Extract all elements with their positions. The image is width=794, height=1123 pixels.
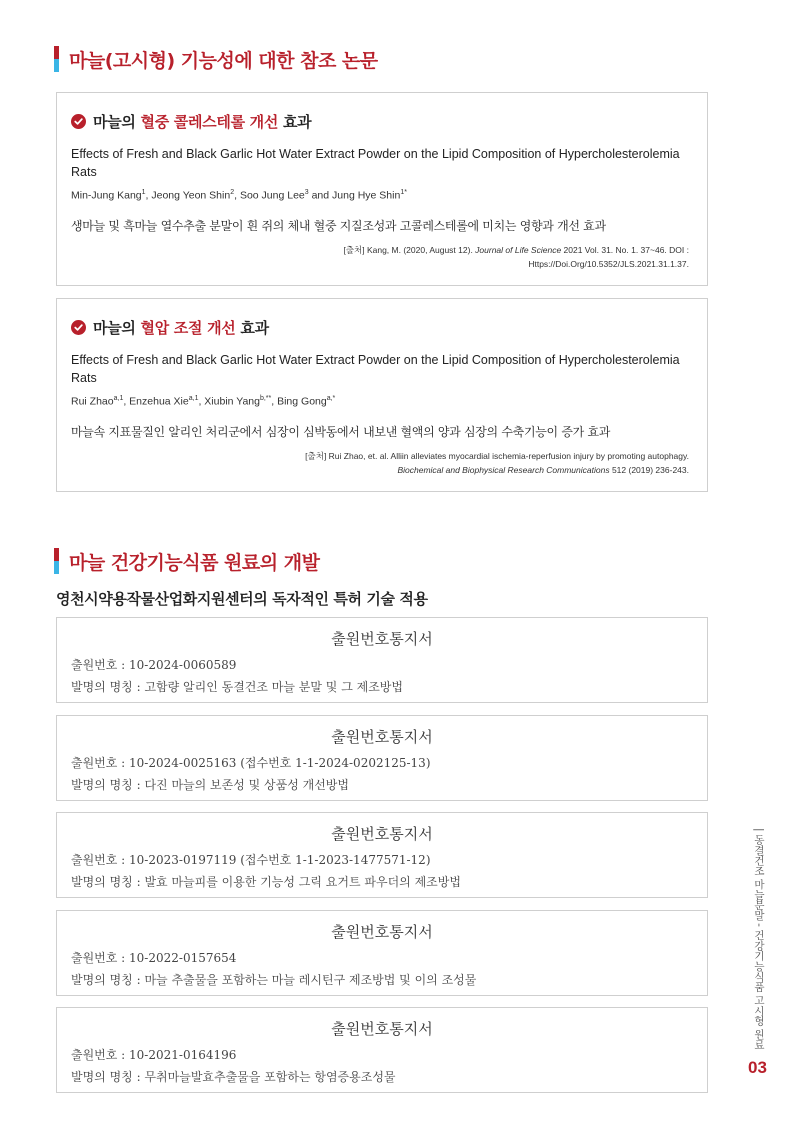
- section1-title: [54, 44, 378, 74]
- patent-title: 출원번호통지서: [331, 923, 433, 941]
- section2-title-text: 마늘 건강기능식품 원료의 개발: [69, 551, 320, 574]
- patent-name: 발명의 명칭 : 발효 마늘피를 이용한 기능성 그릭 요거트 파우더의 제조방법: [71, 875, 461, 889]
- section1-title-marker: [54, 46, 59, 72]
- patent-title: 출원번호통지서: [331, 728, 433, 746]
- side-running-header: [748, 828, 772, 1078]
- reference-source: [출처] Rui Zhao, et. al. Alliin alleviates myocardial ischemia-reperfusion injury by promoting autophagy. Biochemical and Biophysical Research Communications 512 (2019) 236-243.: [305, 451, 689, 475]
- page-number: 03: [748, 1058, 767, 1077]
- patent-title: 출원번호통지서: [331, 1020, 433, 1038]
- patent-name: 발명의 명칭 : 다진 마늘의 보존성 및 상품성 개선방법: [71, 778, 349, 792]
- reference-heading-text: 마늘의 혈압 조절 개선 효과: [93, 319, 269, 337]
- reference-authors: Rui Zhao$^{a,1}$, Enzehua Xie$^{a,1}$, Xiubin Yang$^{b,**}$, Bing Gong$^{a,*}$: [71, 395, 336, 408]
- patent-card-1: [56, 617, 708, 703]
- section2-title: [54, 546, 319, 576]
- patent-name: 발명의 명칭 : 마늘 추출물을 포함하는 마늘 레시틴구 제조방법 및 이의 조성물: [71, 973, 477, 987]
- patent-number: 출원번호 : 10-2024-0060589: [71, 658, 237, 672]
- side-running-header-text: | 동결건조 마늘분말 - 건강기능식품 고시형 원료: [753, 828, 765, 1050]
- reference-card-2: [56, 298, 708, 492]
- check-circle-icon: [71, 320, 86, 335]
- patent-title: 출원번호통지서: [331, 825, 433, 843]
- patent-number: 출원번호 : 10-2024-0025163 (접수번호 1-1-2024-0202125-13): [71, 756, 431, 770]
- patent-number: 출원번호 : 10-2021-0164196: [71, 1048, 237, 1062]
- section2-subtitle: 영천시약용작물산업화지원센터의 독자적인 특허 기술 적용: [56, 590, 428, 608]
- reference-heading: [71, 317, 269, 338]
- patent-card-2: [56, 715, 708, 801]
- reference-english-title: Effects of Fresh and Black Garlic Hot Water Extract Powder on the Lipid Composition of Hypercholesterolemia Rats: [71, 147, 680, 179]
- reference-authors: Min-Jung Kang$^1$, Jeong Yeon Shin$^2$, Soo Jung Lee$^3$ and Jung Hye Shin$^{1*}$: [71, 189, 407, 202]
- reference-heading: [71, 111, 311, 132]
- reference-heading-text: 마늘의 혈중 콜레스테롤 개선 효과: [93, 113, 312, 131]
- section2-title-marker: [54, 548, 59, 574]
- reference-english-title: Effects of Fresh and Black Garlic Hot Water Extract Powder on the Lipid Composition of Hypercholesterolemia Rats: [71, 353, 680, 385]
- reference-korean-summary: 마늘속 지표물질인 알리인 처리군에서 심장이 심박동에서 내보낸 혈액의 양과 심장의 수축기능이 증가 효과: [71, 425, 611, 439]
- check-circle-icon: [71, 114, 86, 129]
- patent-name: 발명의 명칭 : 고함량 알리인 동결건조 마늘 분말 및 그 제조방법: [71, 680, 403, 694]
- reference-korean-summary: 생마늘 및 흑마늘 열수추출 분말이 흰 쥐의 체내 혈중 지질조성과 고콜레스테롤에 미치는 영향과 개선 효과: [71, 219, 606, 233]
- patent-title: 출원번호통지서: [331, 630, 433, 648]
- patent-number: 출원번호 : 10-2022-0157654: [71, 951, 237, 965]
- patent-number: 출원번호 : 10-2023-0197119 (접수번호 1-1-2023-1477571-12): [71, 853, 431, 867]
- patent-card-3: [56, 812, 708, 898]
- patent-card-4: [56, 910, 708, 996]
- section1-title-text: 마늘(고시형) 기능성에 대한 참조 논문: [69, 49, 378, 72]
- patent-name: 발명의 명칭 : 무취마늘발효추출물을 포함하는 항염증용조성물: [71, 1070, 396, 1084]
- reference-card-1: [56, 92, 708, 286]
- patent-card-5: [56, 1007, 708, 1093]
- reference-source: [출처] Kang, M. (2020, August 12). Journal of Life Science 2021 Vol. 31. No. 1. 37~46. DOI : Https://Doi.Org/10.5352/JLS.2021.31.1.37.: [343, 245, 689, 269]
